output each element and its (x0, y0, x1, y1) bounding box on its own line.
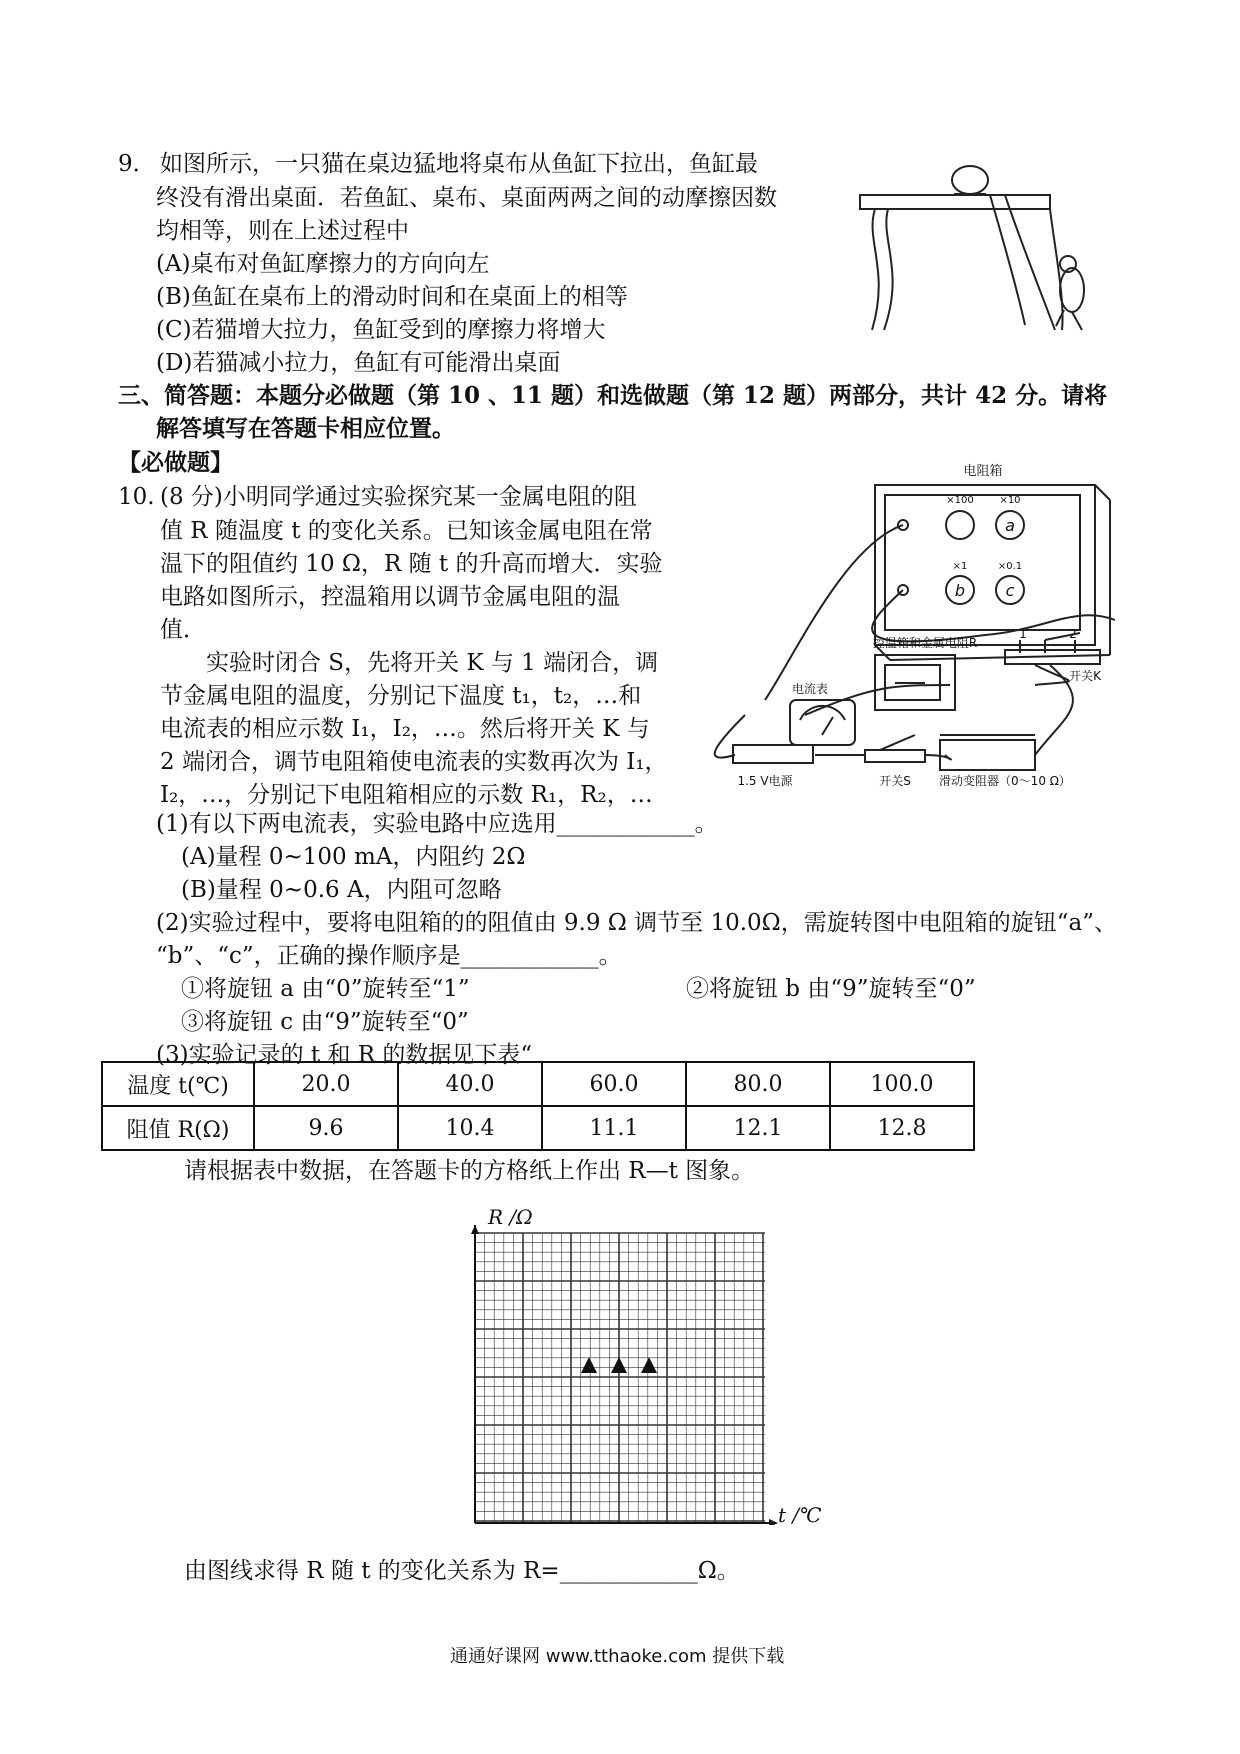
y-axis-arrow-icon (471, 1225, 479, 1234)
table-row (102, 1106, 974, 1150)
q10-sub3-result: 由图线求得 R 随 t 的变化关系为 R=____________Ω。 (184, 1558, 740, 1584)
thermostat-label: 控温箱和金属电阻R (872, 636, 978, 650)
page-footer: 通通好课网 www.tthaoke.com 提供下载 (450, 1646, 785, 1667)
knob-x01-label: ×0.1 (997, 561, 1023, 572)
table-cell: 11.1 (542, 1106, 686, 1150)
knob-a-label: a (1005, 516, 1015, 535)
rheostat-label: 滑动变阻器（0～10 Ω） (939, 774, 1071, 788)
table-header-resistance: 阻值 R(Ω) (102, 1106, 254, 1150)
triangle-mark-icon (581, 1357, 597, 1373)
q10-sub2-line-2: “b”、“c”，正确的操作顺序是____________。 (156, 943, 622, 969)
circuit-diagram (705, 455, 1120, 795)
knob-x100-label: ×100 (946, 495, 974, 506)
circuit-box-label: 电阻箱 (963, 464, 1003, 479)
q10-sub1-option-a: (A)量程 0~100 mA，内阻约 2Ω (181, 844, 526, 870)
knob-x1-label: ×1 (952, 561, 968, 572)
q10-line-9: 2 端闭合，调节电阻箱使电流表的实数再次为 I₁， (160, 749, 668, 775)
table-row (102, 1062, 974, 1106)
q10-line-4: 电路如图所示，控温箱用以调节金属电阻的温 (160, 584, 620, 610)
knob-x10-label: ×10 (999, 495, 1021, 506)
q10-number: 10. (118, 484, 155, 510)
q10-sub2-line-1: (2)实验过程中，要将电阻箱的的阻值由 9.9 Ω 调节至 10.0Ω，需旋转图中电阻箱的旋钮“a”、 (156, 910, 1117, 936)
q10-sub2-step-2: ②将旋钮 b 由“9”旋转至“0” (686, 976, 976, 1002)
q10-sub3-instruction: 请根据表中数据，在答题卡的方格纸上作出 R—t 图象。 (184, 1158, 755, 1184)
q9-line-3: 均相等，则在上述过程中 (156, 218, 409, 244)
q9-number: 9． (118, 151, 156, 177)
x-axis-arrow-icon (769, 1519, 778, 1525)
graph-y-axis-label: R /Ω (488, 1205, 533, 1229)
q9-option-c: (C)若猫增大拉力，鱼缸受到的摩擦力将增大 (156, 317, 606, 343)
triangle-mark-icon (641, 1357, 657, 1373)
switch-k-terminal-1: 1 (1019, 627, 1027, 641)
power-label: 1.5 V电源 (737, 774, 793, 788)
q10-sub2-step-1: ①将旋钮 a 由“0”旋转至“1” (181, 976, 470, 1002)
q10-line-2: 值 R 随温度 t 的变化关系。已知该金属电阻在常 (160, 518, 653, 544)
section3-line-1: 三、简答题：本题分必做题（第 10 、11 题）和选做题（第 12 题）两部分，共计 42 分。请将 (118, 382, 1108, 409)
knob-c-label: c (1005, 581, 1015, 600)
cat-table-illustration (850, 160, 1120, 340)
q10-line-1: (8 分)小明同学通过实验探究某一金属电阻的阻 (160, 484, 637, 510)
switch-k-terminal-2: 2 (1069, 627, 1077, 641)
triangle-mark-icon (611, 1357, 627, 1373)
table-cell: 12.1 (686, 1106, 830, 1150)
table-cell: 60.0 (542, 1062, 686, 1106)
table-cell: 10.4 (398, 1106, 542, 1150)
section3-required: 【必做题】 (118, 449, 233, 476)
q10-line-5: 值． (160, 617, 206, 643)
q10-line-3: 温下的阻值约 10 Ω，R 随 t 的升高而增大．实验 (160, 551, 663, 577)
switch-k-label: 开关K (1069, 669, 1101, 683)
switch-s-label: 开关S (879, 774, 911, 788)
table-cell: 40.0 (398, 1062, 542, 1106)
q9-option-a: (A)桌布对鱼缸摩擦力的方向向左 (156, 251, 490, 277)
table-cell: 20.0 (254, 1062, 398, 1106)
q9-option-b: (B)鱼缸在桌布上的滑动时间和在桌面上的相等 (156, 284, 628, 310)
table-cell: 12.8 (830, 1106, 974, 1150)
q10-sub1-option-b: (B)量程 0~0.6 A，内阻可忽略 (181, 877, 502, 903)
section3-line-2: 解答填写在答题卡相应位置。 (156, 415, 455, 442)
q10-line-7: 节金属电阻的温度，分别记下温度 t₁，t₂，…和 (160, 683, 642, 709)
graph-paper (470, 1225, 780, 1525)
q10-line-8: 电流表的相应示数 I₁，I₂，…。然后将开关 K 与 (160, 716, 650, 742)
q10-sub1-text: (1)有以下两电流表，实验电路中应选用____________。 (156, 811, 718, 837)
q10-line-10: I₂，…，分别记下电阻箱相应的示数 R₁，R₂，… (160, 782, 653, 808)
q10-sub2-step-3: ③将旋钮 c 由“9”旋转至“0” (181, 1009, 469, 1035)
data-table (101, 1061, 975, 1151)
table-cell: 100.0 (830, 1062, 974, 1106)
graph-x-axis-label: t /℃ (778, 1503, 822, 1527)
ammeter-label: 电流表 (791, 682, 829, 696)
table-header-temperature: 温度 t(℃) (102, 1062, 254, 1106)
q9-option-d: (D)若猫减小拉力，鱼缸有可能滑出桌面 (156, 350, 561, 376)
table-cell: 9.6 (254, 1106, 398, 1150)
q10-line-6: 实验时闭合 S，先将开关 K 与 1 端闭合，调 (206, 650, 659, 676)
table-cell: 80.0 (686, 1062, 830, 1106)
q9-line-2: 终没有滑出桌面．若鱼缸、桌布、桌面两两之间的动摩擦因数 (156, 185, 777, 211)
q9-line-1: 如图所示，一只猫在桌边猛地将桌布从鱼缸下拉出，鱼缸最 (160, 151, 758, 177)
knob-b-label: b (954, 581, 966, 600)
q10-sub3-text: (3)实验记录的 t 和 R 的数据见下表“ (156, 1042, 533, 1068)
